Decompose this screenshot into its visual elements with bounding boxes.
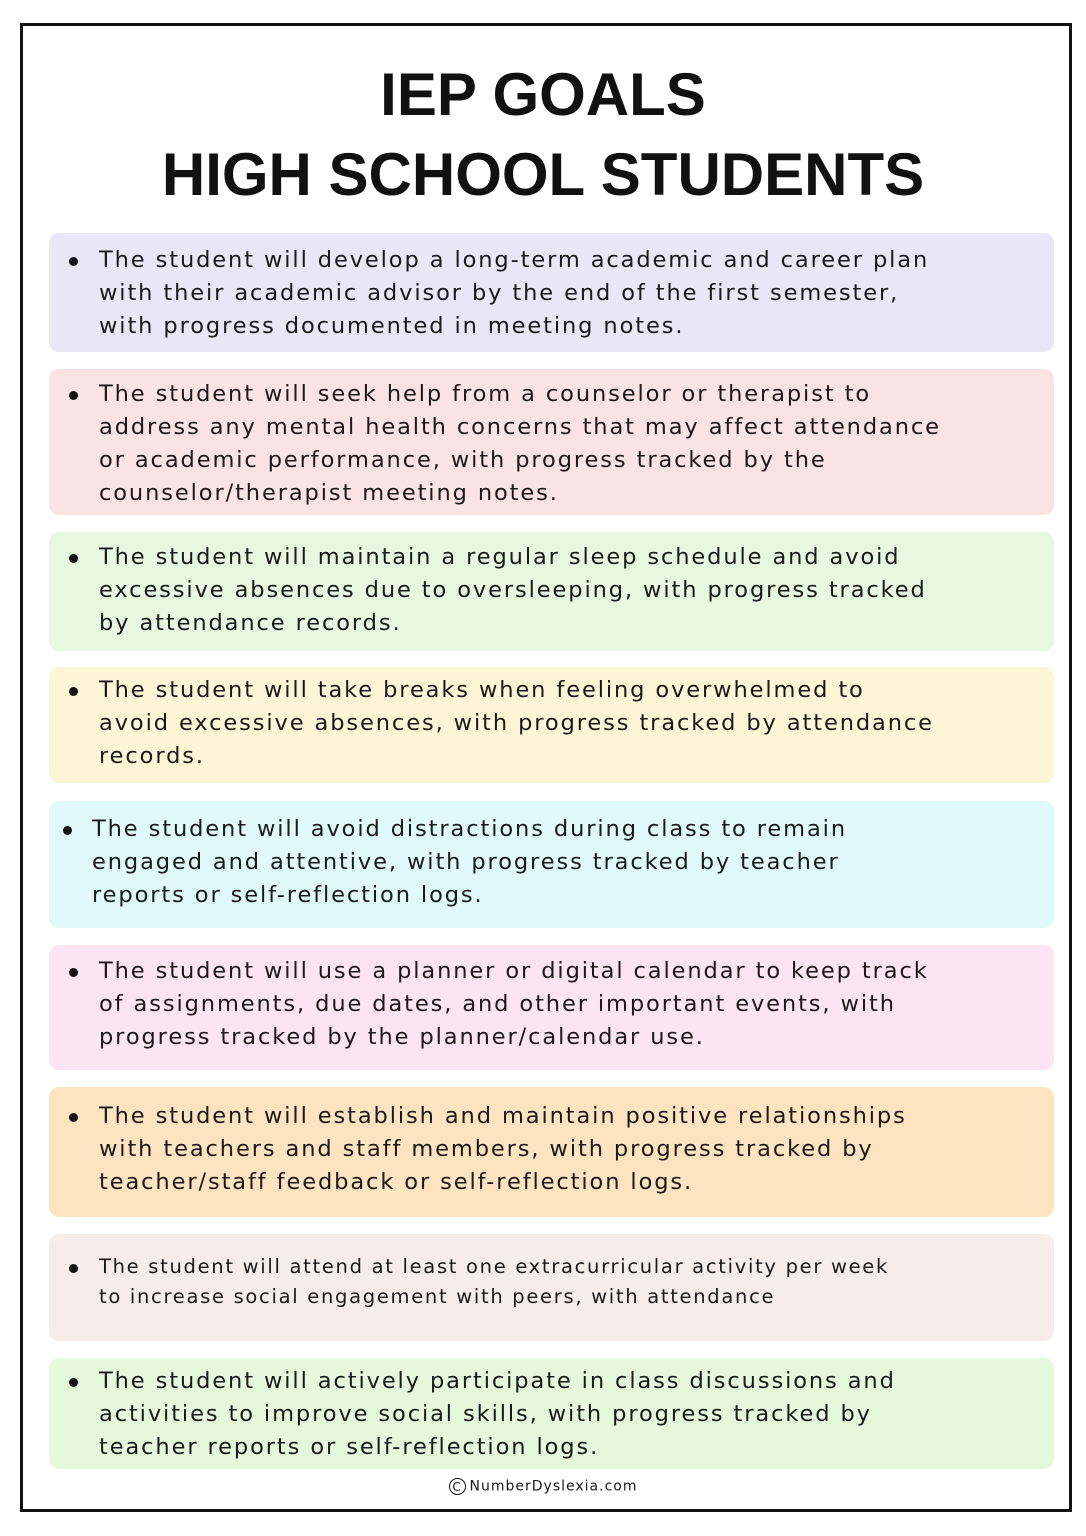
bullet-icon bbox=[69, 391, 78, 400]
goal-text-line: The student will take breaks when feeling overwhelmed to bbox=[99, 677, 865, 703]
goal-card bbox=[49, 369, 1054, 515]
goal-card bbox=[49, 1358, 1054, 1469]
goal-text-line: reports or self-reflection logs. bbox=[92, 882, 484, 908]
goal-text-line: to increase social engagement with peers, with attendance bbox=[99, 1285, 776, 1308]
goal-text-line: The student will avoid distractions during class to remain bbox=[92, 816, 847, 842]
goal-text-line: teacher/staff feedback or self-reflection logs. bbox=[99, 1169, 694, 1195]
goal-card bbox=[49, 945, 1054, 1070]
goal-card bbox=[49, 532, 1054, 651]
goal-text-line: records. bbox=[99, 743, 205, 769]
goal-text-line: The student will seek help from a counselor or therapist to bbox=[99, 381, 871, 407]
goal-text-line: The student will attend at least one extracurricular activity per week bbox=[99, 1255, 889, 1278]
goal-card bbox=[49, 233, 1054, 352]
goal-text-line: avoid excessive absences, with progress tracked by attendance bbox=[99, 710, 934, 736]
page-title-line-1: IEP GOALS bbox=[380, 61, 706, 128]
goal-text-line: by attendance records. bbox=[99, 610, 402, 636]
footer-site: NumberDyslexia.com bbox=[469, 1478, 638, 1495]
goal-text-line: counselor/therapist meeting notes. bbox=[99, 480, 559, 506]
goal-text-line: teacher reports or self-reflection logs. bbox=[99, 1434, 600, 1460]
goal-card bbox=[49, 667, 1054, 783]
goal-card bbox=[49, 1087, 1054, 1217]
bullet-icon bbox=[69, 1113, 78, 1122]
goal-text-line: activities to improve social skills, with progress tracked by bbox=[99, 1401, 872, 1427]
bullet-icon bbox=[69, 1378, 78, 1387]
goal-text-line: The student will use a planner or digital calendar to keep track bbox=[99, 958, 929, 984]
bullet-icon bbox=[69, 257, 78, 266]
bullet-icon bbox=[69, 554, 78, 563]
goal-text-line: with teachers and staff members, with progress tracked by bbox=[99, 1136, 874, 1162]
goal-text-line: The student will actively participate in class discussions and bbox=[99, 1368, 896, 1394]
bullet-icon bbox=[63, 826, 72, 835]
goal-text-line: with their academic advisor by the end of the first semester, bbox=[99, 280, 900, 306]
goal-text-line: with progress documented in meeting notes. bbox=[99, 313, 685, 339]
goal-text-line: The student will maintain a regular sleep schedule and avoid bbox=[99, 544, 901, 570]
goal-text-line: or academic performance, with progress tracked by the bbox=[99, 447, 827, 473]
goal-text-line: engaged and attentive, with progress tracked by teacher bbox=[92, 849, 840, 875]
page-title-line-2: HIGH SCHOOL STUDENTS bbox=[161, 141, 925, 208]
bullet-icon bbox=[69, 968, 78, 977]
bullet-icon bbox=[69, 687, 78, 696]
copyright-icon: C bbox=[449, 1478, 466, 1495]
bullet-icon bbox=[69, 1264, 78, 1273]
goal-text-line: excessive absences due to oversleeping, with progress tracked bbox=[99, 577, 927, 603]
goal-card bbox=[49, 801, 1054, 928]
footer bbox=[0, 1478, 1086, 1495]
goal-text-line: progress tracked by the planner/calendar use. bbox=[99, 1024, 705, 1050]
goal-text-line: The student will establish and maintain positive relationships bbox=[99, 1103, 907, 1129]
goal-text-line: of assignments, due dates, and other important events, with bbox=[99, 991, 896, 1017]
goal-text-line: The student will develop a long-term academic and career plan bbox=[99, 247, 930, 273]
goal-text-line: address any mental health concerns that may affect attendance bbox=[99, 414, 941, 440]
goal-card bbox=[49, 1234, 1054, 1341]
